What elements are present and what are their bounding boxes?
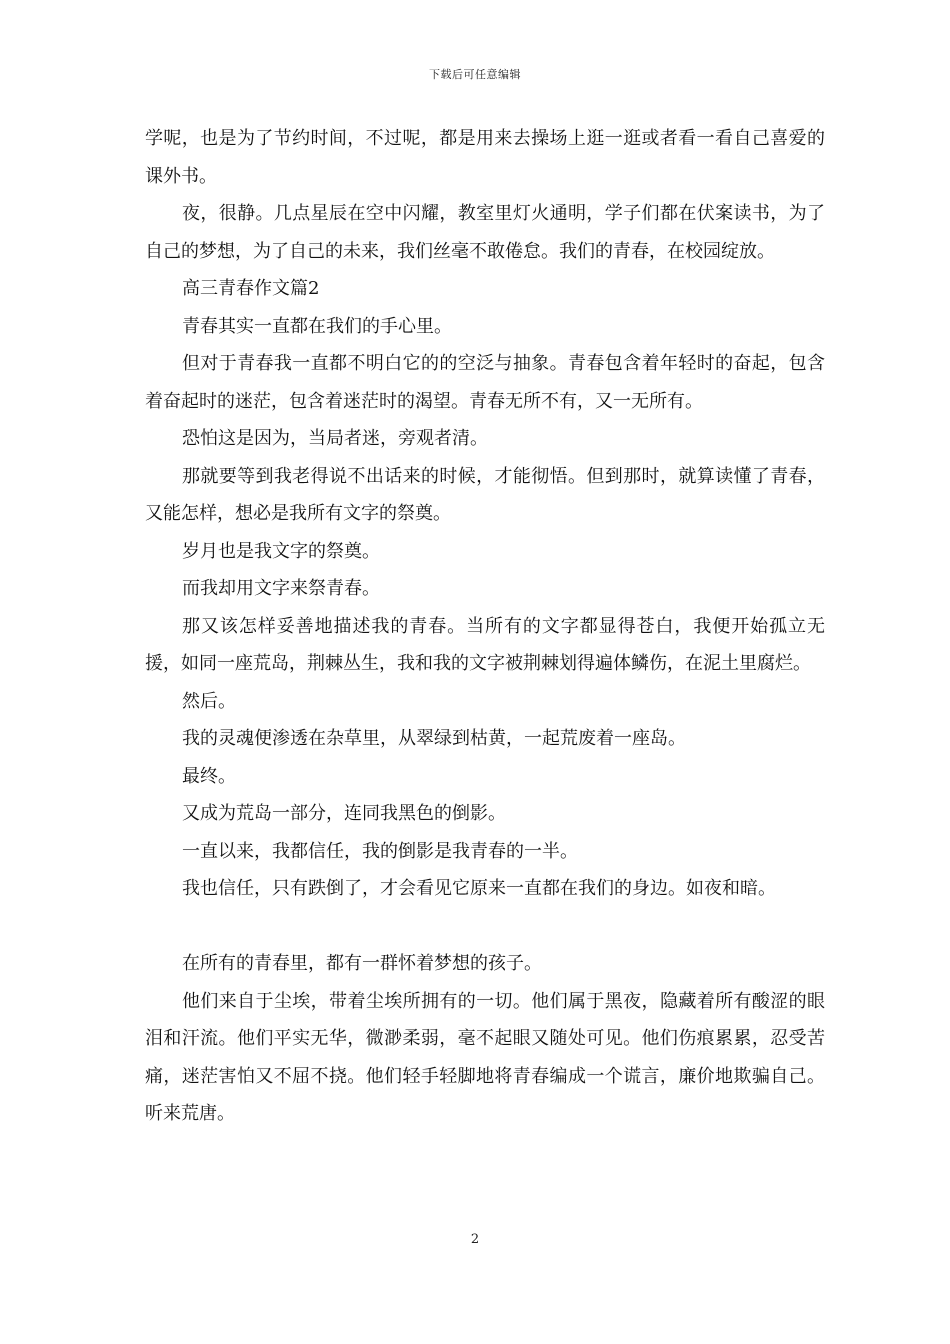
paragraph: 那又该怎样妥善地描述我的青春。当所有的文字都显得苍白，我便开始孤立无援，如同一座荒岛，荆棘丛生，我和我的文字被荆棘划得遍体鳞伤，在泥土里腐烂。 [145,615,825,674]
paragraph: 最终。 [182,765,236,787]
paragraph: 我的灵魂便渗透在杂草里，从翠绿到枯黄，一起荒废着一座岛。 [182,728,686,749]
paragraph: 我也信任，只有跌倒了，才会看见它原来一直都在我们的身边。如夜和暗。 [182,878,776,899]
paragraph: 那就要等到我老得说不出话来的时候，才能彻悟。但到那时，就算读懂了青春，又能怎样，想必是我所有文字的祭奠。 [145,465,825,524]
paragraph: 夜，很静。几点星辰在空中闪耀，教室里灯火通明，学子们都在伏案读书，为了自己的梦想，为了自己的未来，我们丝毫不敢倦怠。我们的青春，在校园绽放。 [145,203,825,262]
page-header: 下载后可任意编辑 [429,68,521,81]
section-heading: 高三青春作文篇2 [182,278,320,299]
paragraph: 然后。 [182,690,236,712]
paragraph: 一直以来，我都信任，我的倒影是我青春的一半。 [182,840,578,862]
paragraph: 学呢，也是为了节约时间，不过呢，都是用来去操场上逛一逛或者看一看自己喜爱的课外书。 [145,128,825,187]
paragraph: 他们来自于尘埃，带着尘埃所拥有的一切。他们属于黑夜，隐藏着所有酸涩的眼泪和汗流。他们平实无华，微渺柔弱，毫不起眼又随处可见。他们伤痕累累，忍受苦痛，迷茫害怕又不屈不挠。他们轻手轻脚地将青春编成一个谎言，廉价地欺骗自己。听来荒唐。 [145,990,825,1124]
paragraph: 又成为荒岛一部分，连同我黑色的倒影。 [182,803,506,824]
paragraph: 在所有的青春里，都有一群怀着梦想的孩子。 [182,953,542,974]
paragraph: 恐怕这是因为，当局者迷，旁观者清。 [182,428,488,449]
page-number: 2 [470,1232,480,1247]
blank-line [145,908,825,946]
paragraph: 青春其实一直都在我们的手心里。 [182,315,452,337]
paragraph: 岁月也是我文字的祭奠。 [182,540,380,562]
paragraph: 但对于青春我一直都不明白它的的空泛与抽象。青春包含着年轻时的奋起，包含着奋起时的迷茫，包含着迷茫时的渴望。青春无所不有，又一无所有。 [145,353,825,412]
paragraph: 而我却用文字来祭青春。 [182,578,380,599]
document-body [145,120,825,1133]
